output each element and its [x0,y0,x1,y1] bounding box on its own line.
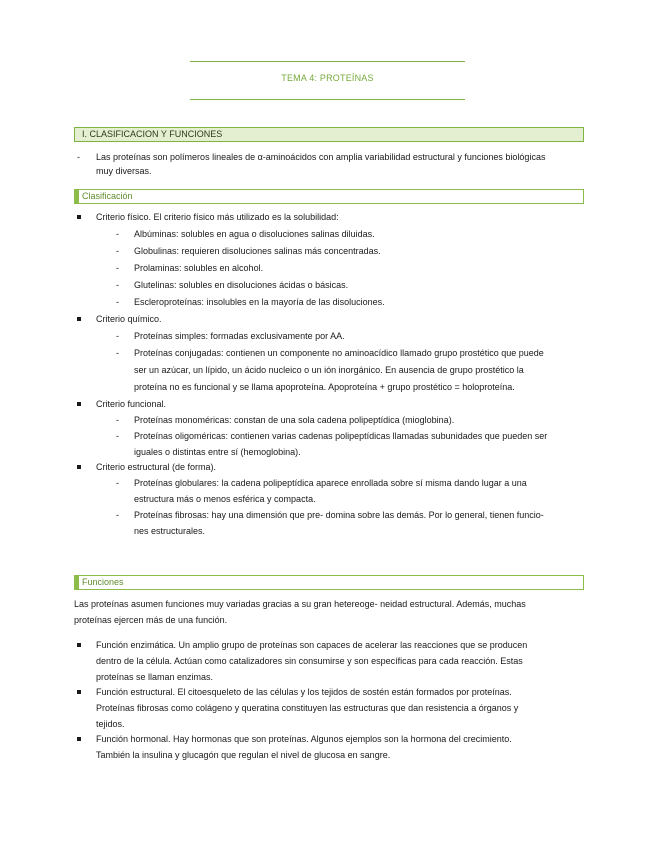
list-item-continuation: ser un azúcar, un lípido, un ácido nucleico o un ión inorgánico. En ausencia de grupo prostético la [134,365,524,375]
heading-accent-tab [75,576,79,589]
dash-marker: - [116,348,119,358]
list-item-continuation: estructura más o menos esférica y compacta. [134,494,316,504]
dash-marker: - [116,229,119,239]
heading-accent-tab [75,190,79,203]
list-item: Proteínas oligoméricas: contienen varias cadenas polipeptídicas llamadas subunidades que pueden ser [134,431,548,441]
funcion-estructural: Función estructural. El citoesqueleto de las células y los tejidos de sostén están formados por proteínas. [96,687,512,697]
bullet-marker [77,465,81,469]
list-item-continuation: iguales o distintas entre sí (hemoglobina). [134,447,301,457]
title-bottom-rule [190,99,465,100]
list-item: Proteínas conjugadas: contienen un componente no aminoacídico llamado grupo prostético que puede [134,348,544,358]
bullet-marker [77,690,81,694]
dash-marker: - [116,246,119,256]
criterio-estructural: Criterio estructural (de forma). [96,462,217,472]
list-item: Albúminas: solubles en agua o disoluciones salinas diluidas. [134,229,375,239]
list-item: Proteínas globulares: la cadena polipeptídica aparece enrollada sobre sí misma dando lugar a una [134,478,527,488]
dash-marker: - [116,263,119,273]
section-heading-label: I. CLASIFICACION Y FUNCIONES [82,129,223,139]
criterio-fisico: Criterio físico. El criterio físico más utilizado es la solubilidad: [96,212,339,222]
subsection-heading-label: Clasificación [82,191,133,201]
dash-marker: - [116,510,119,520]
subsection-heading-funciones [74,575,584,590]
criterio-funcional: Criterio funcional. [96,399,167,409]
funcion-enzimatica-continuation: dentro de la célula. Actúan como catalizadores sin consumirse y son específicas para cada reacción. Estas [96,656,523,666]
dash-marker: - [116,431,119,441]
bullet-marker [77,643,81,647]
list-item: Proteínas monoméricas: constan de una sola cadena polipeptídica (mioglobina). [134,415,455,425]
list-item-continuation: nes estructurales. [134,526,206,536]
list-item: Proteínas simples: formadas exclusivamente por AA. [134,331,345,341]
funcion-estructural-continuation: Proteínas fibrosas como colágeno y queratina constituyen las estructuras que dan resistencia a órganos y [96,703,519,713]
section-heading-clasificacion-funciones [74,127,584,142]
list-item: Proteínas fibrosas: hay una dimensión que pre- domina sobre las demás. Por lo general, tienen funcio- [134,510,544,520]
list-item: Glutelinas: solubles en disoluciones ácidas o básicas. [134,280,349,290]
funcion-estructural-continuation: tejidos. [96,719,125,729]
dash-marker: - [116,280,119,290]
intro-text: Las proteínas son polímeros lineales de α-aminoácidos con amplia variabilidad estructural y funciones biológicas [96,152,546,162]
funcion-enzimatica: Función enzimática. Un amplio grupo de proteínas son capaces de acelerar las reacciones que se producen [96,640,528,650]
bullet-marker [77,402,81,406]
funcion-enzimatica-continuation: proteínas se llaman enzimas. [96,672,214,682]
subsection-heading-label: Funciones [82,577,124,587]
criterio-quimico: Criterio químico. [96,314,162,324]
bullet-marker [77,215,81,219]
dash-marker: - [116,297,119,307]
funciones-intro: proteínas ejercen más de una función. [74,615,228,625]
title-top-rule [190,61,465,62]
bullet-marker [77,737,81,741]
bullet-marker [77,317,81,321]
list-item: Globulinas: requieren disoluciones salinas más concentradas. [134,246,381,256]
page-title: TEMA 4: PROTEÍNAS [281,73,374,83]
dash-marker: - [77,152,80,162]
funciones-intro: Las proteínas asumen funciones muy variadas gracias a su gran hetereoge- neidad estructural. Además, muchas [74,599,526,609]
list-item: Escleroproteínas: insolubles en la mayoría de las disoluciones. [134,297,385,307]
funcion-hormonal-continuation: También la insulina y glucagón que regulan el nivel de glucosa en sangre. [96,750,391,760]
funcion-hormonal: Función hormonal. Hay hormonas que son proteínas. Algunos ejemplos son la hormona del crecimiento. [96,734,512,744]
dash-marker: - [116,415,119,425]
dash-marker: - [116,478,119,488]
subsection-heading-clasificacion [74,189,584,204]
dash-marker: - [116,331,119,341]
intro-text: muy diversas. [96,166,152,176]
list-item: Prolaminas: solubles en alcohol. [134,263,264,273]
list-item-continuation: proteína no es funcional y se llama apoproteína. Apoproteína + grupo prostético = holoproteína. [134,382,515,392]
